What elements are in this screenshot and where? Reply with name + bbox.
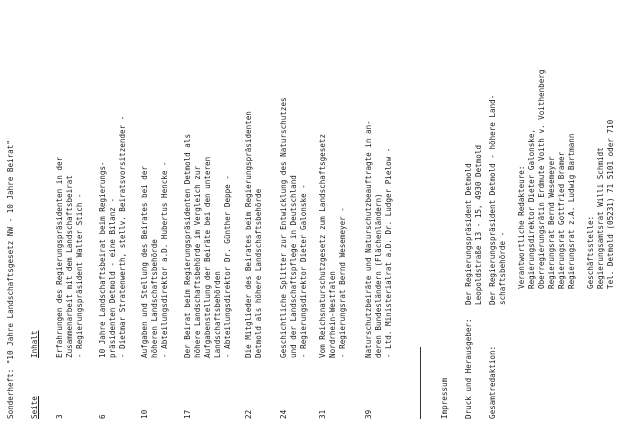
redakteure-line: Regierungsrat Gottfried Bramer	[557, 151, 566, 289]
toc-line: höhere Landschaftsbehörde im Vergleich zur	[193, 165, 202, 358]
gesamt-line: Der Regierungspräsident Detmold - höhere Land-	[488, 94, 497, 305]
toc-page-number: 31	[318, 409, 327, 419]
toc-line: Der Beirat beim Regierungspräsidenten Detmold als	[183, 133, 192, 358]
toc-line: - Abteilungsdirektor a.D. Hubertus Hencke -	[160, 161, 169, 358]
toc-page-number: 39	[364, 409, 373, 419]
toc-line: Detmold als höhere Landschaftsbehörde	[254, 188, 263, 358]
druck-line: Leopoldstraße 13 - 15, 4930 Detmold	[474, 144, 483, 305]
gesamt-line: schaftsbehörde -	[498, 231, 507, 305]
toc-line: 10 Jahre Landschaftsbeirat beim Regierungs-	[98, 161, 107, 358]
column-header-seite: Seite	[30, 396, 39, 419]
toc-line: Erfahrungen des Regierungspräsidenten in der	[55, 156, 64, 358]
toc-line: und der Landschaftspflege in Deutschland	[289, 175, 298, 358]
geschaeftsstelle-line: Tel. Detmold (05231) 71 5101 oder 710	[606, 119, 615, 289]
gesamt-label: Gesamtredaktion:	[488, 345, 497, 419]
toc-page-number: 3	[55, 414, 64, 419]
sonderheft-header: Sonderheft: "10 Jahre Landschaftsgesetz NW - 10 Jahre Beirat"	[6, 140, 15, 419]
toc-line: Landschaftsbehörden	[213, 271, 222, 358]
toc-line: deren Bundesländern (Flächenländern)	[374, 193, 383, 358]
toc-line: Vom Reichsnaturschutzgesetz zum Landschaftsgesetz	[318, 133, 327, 358]
toc-line: - Regierungspräsident Walter Stich -	[75, 193, 84, 358]
toc-line: Geschichtliche Splitter zur Entwicklung des Naturschutzes	[279, 97, 288, 358]
toc-page-number: 22	[244, 409, 253, 419]
redakteure-line: Regierungsdirektor Dieter Galonske,	[527, 128, 536, 289]
toc-line: Naturschutzbeiräte und Naturschutzbeauftragte in an-	[364, 120, 373, 358]
impressum-title: Impressum	[440, 377, 449, 419]
toc-line: - Regierungsdirektor Dieter Galonske -	[299, 184, 308, 358]
toc-line: - Dietmar Stratenwerth, stellv. Beiratsvorsitzender -	[118, 115, 127, 358]
redakteure-line: Oberregierungsrätin Erdmute Voith v. Voithenberg	[537, 69, 546, 289]
toc-line: - Ltd. Ministerialrat a.D. Dr. Ludger Pielow -	[384, 147, 393, 358]
toc-line: - Regierungsrat Bernd Wesemeyer -	[338, 207, 347, 358]
toc-line: präsidenten Detmold - eine Bilanz -	[108, 197, 117, 358]
redakteure-line: Verantwortliche Redakteure:	[517, 165, 526, 289]
toc-page-number: 17	[183, 409, 192, 419]
toc-page-number: 6	[98, 414, 107, 419]
toc-line: Aufgabenstellung der Beiräte bei den unteren	[203, 156, 212, 358]
toc-page-number: 10	[140, 409, 149, 419]
druck-line: Der Regierungspräsident Detmold	[464, 163, 473, 305]
toc-line: höheren Landschaftsbehörde	[150, 239, 159, 358]
toc-page-number: 24	[279, 409, 288, 419]
toc-line: Aufgaben und Stellung des Beirates bei der	[140, 165, 149, 358]
redakteure-line: Regierungsrat Bernd Wesemeyer	[547, 156, 556, 289]
column-header-inhalt: Inhalt	[30, 330, 39, 358]
geschaeftsstelle-line: Regierungsamtsrat Willi Schmidt	[596, 147, 605, 289]
toc-line: - Abteilungsdirektor Dr. Günther Deppe -	[223, 175, 232, 358]
toc-line: Zusammenarbeit mit dem Landschaftsbeirat	[65, 175, 74, 358]
redakteure-line: Regierungsrat z.A. Ludwig Bartmann	[567, 133, 576, 289]
geschaeftsstelle-line: Geschäftsstelle:	[586, 215, 595, 289]
divider-line	[420, 347, 421, 419]
toc-line: Die Mitglieder des Beirates beim Regierungspräsidenten	[244, 111, 253, 358]
toc-line: Nordrhein-Westfalen	[328, 271, 337, 358]
druck-label: Druck und Herausgeber:	[464, 318, 473, 419]
